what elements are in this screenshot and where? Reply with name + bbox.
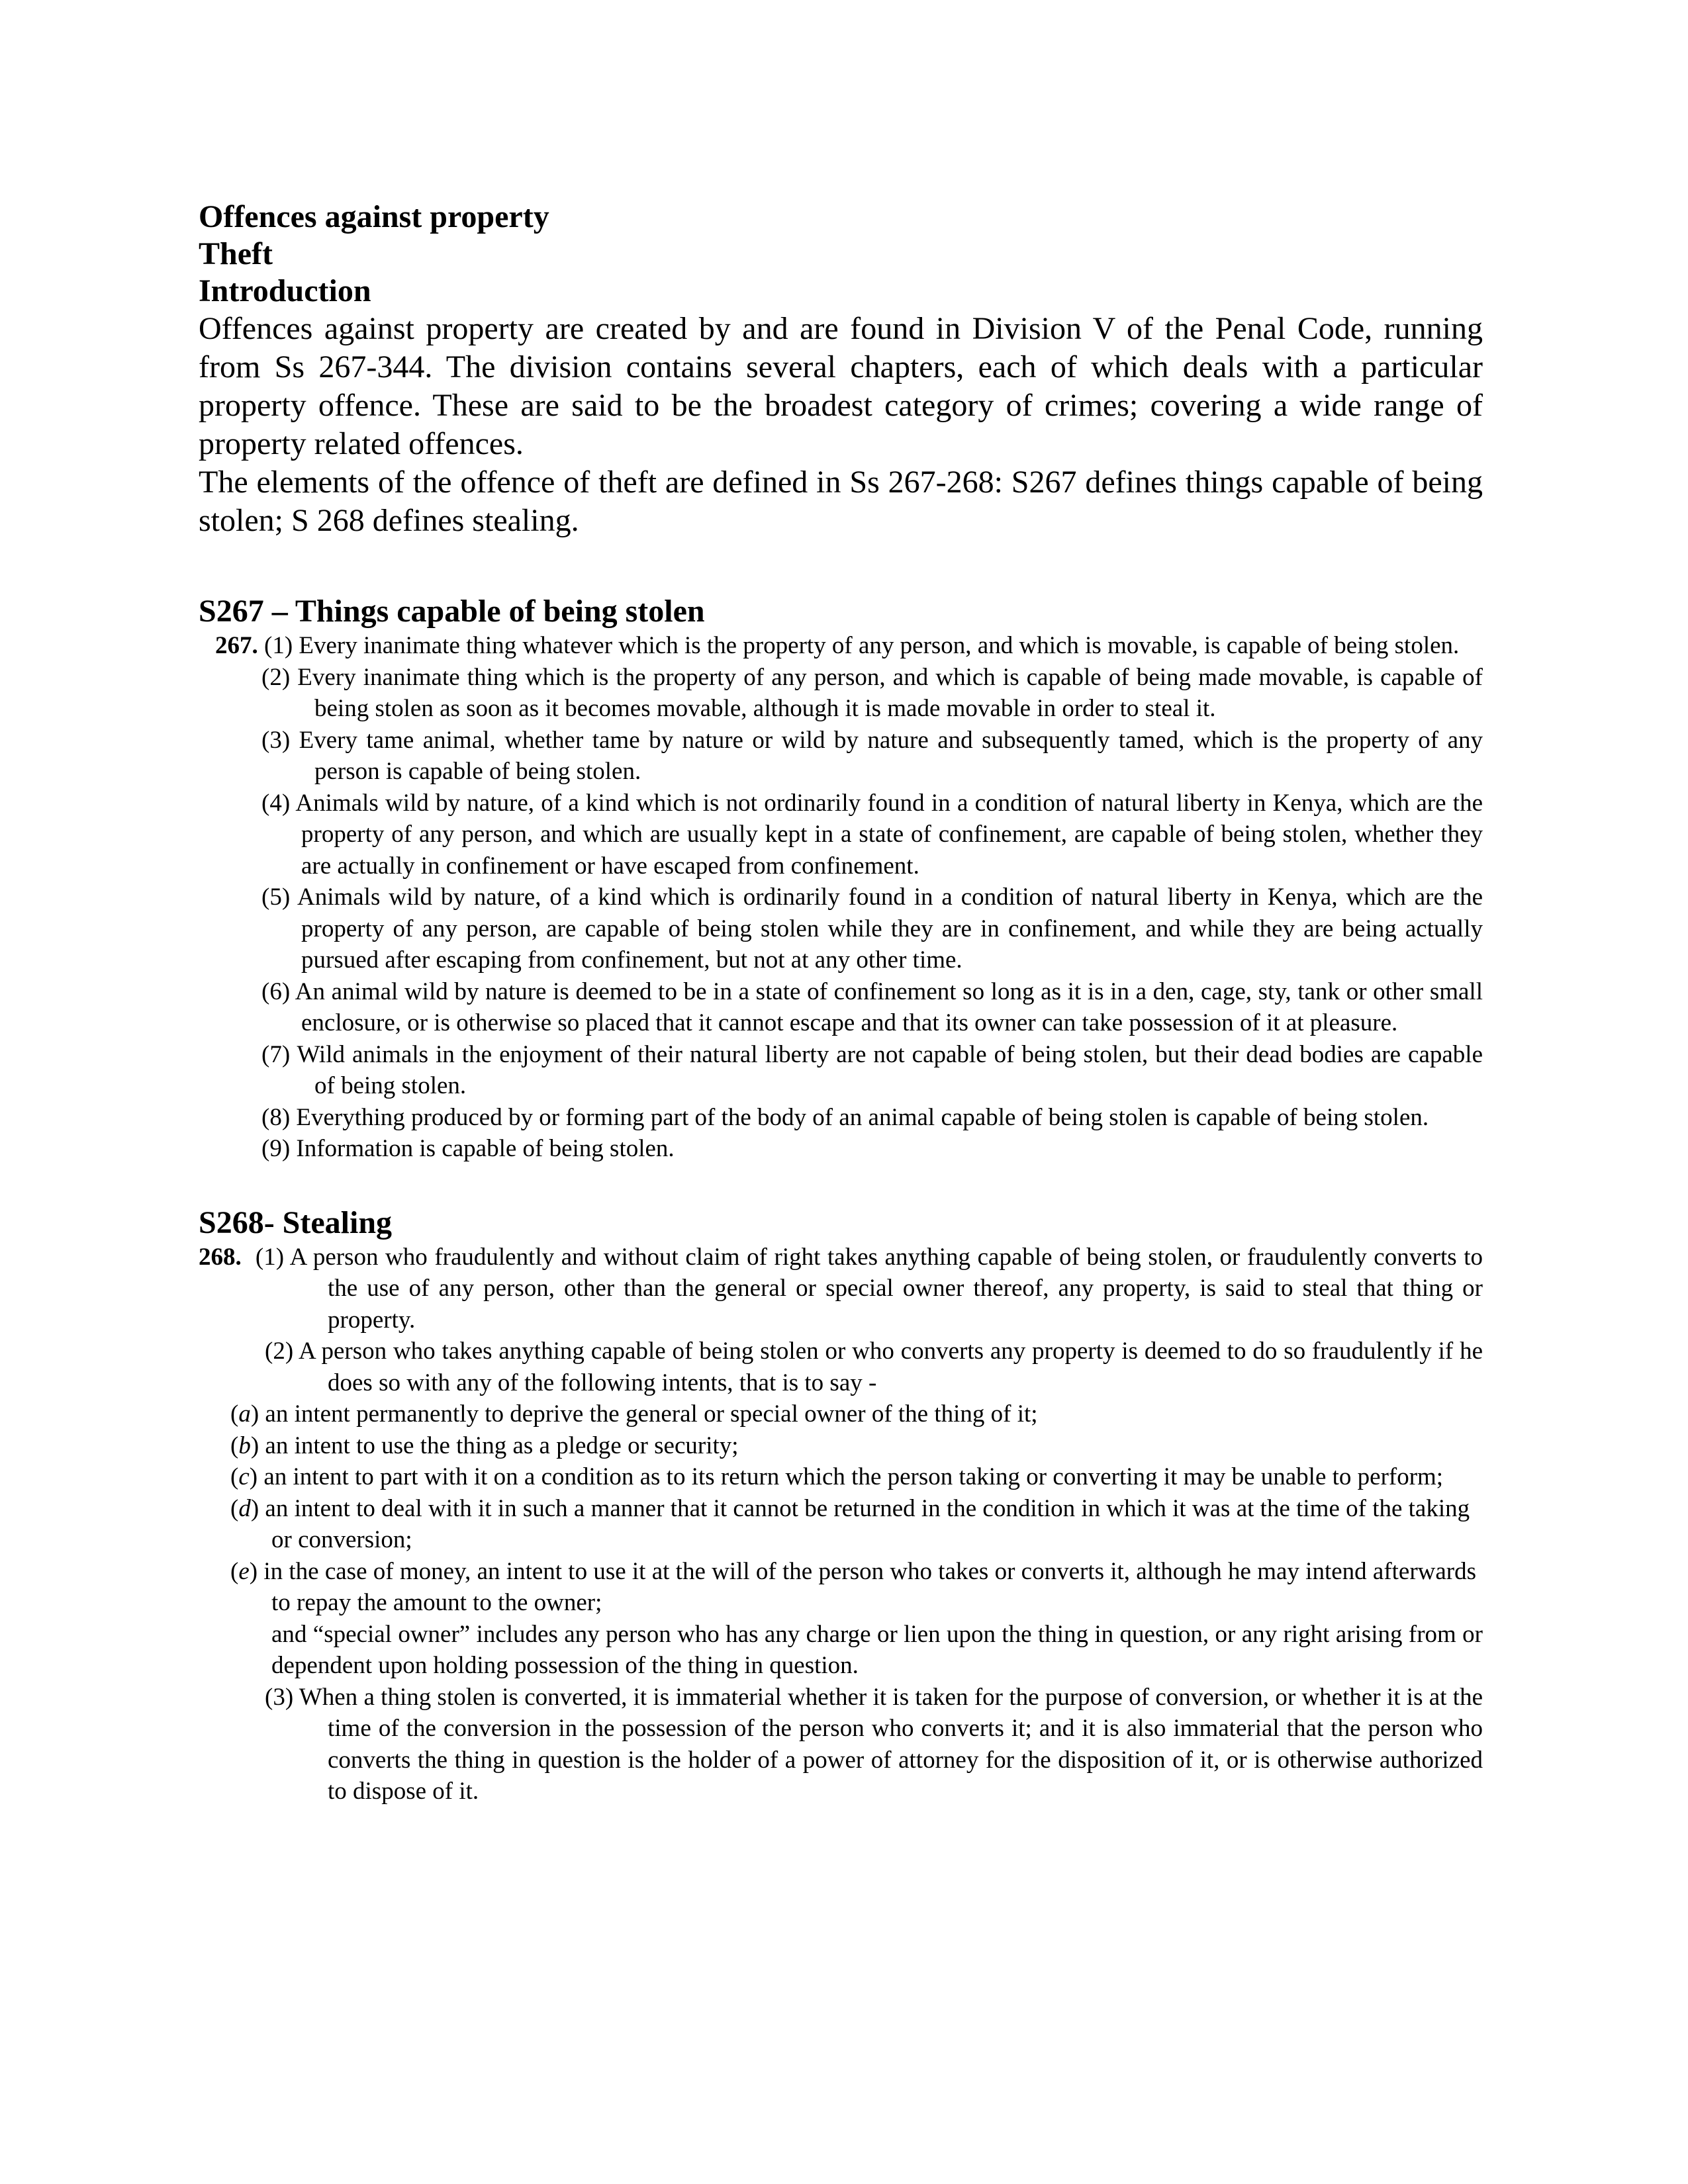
- section-268-heading: S268- Stealing: [199, 1205, 393, 1240]
- s267-clause-1: 267. (1) Every inanimate thing whatever which is the property of any person, and which is movable, is capable of being stolen.: [215, 632, 1460, 659]
- s267-clause-5: (5) Animals wild by nature, of a kind which is ordinarily found in a condition of natural liberty in Kenya, which are the property of any person, are capable of being stolen while they are in confinement, and while they are being actually pursued after escaping from confinement, but not at any other time.: [261, 884, 1483, 974]
- s268-clause-2: (2) A person who takes anything capable of being stolen or who converts any property is deemed to do so fraudulently if he does so with any of the following intents, that is to say -: [265, 1338, 1483, 1396]
- section-number: 268.: [199, 1243, 242, 1271]
- intro-section: [199, 310, 1483, 540]
- s268-para-d: (d) an intent to deal with it in such a manner that it cannot be returned in the condition in which it was at the time of the taking or conversion;: [230, 1494, 1470, 1553]
- s268-clause-3: (3) When a thing stolen is converted, it is immaterial whether it is taken for the purpose of conversion, or whether it is at the time of the conversion in the possession of the person who converts it; and it is also immaterial that the person who converts the thing in question is the holder of a power of attorney for the disposition of it, or is otherwise authorized to dispose of it.: [265, 1683, 1483, 1805]
- s268-para-a: (a) an intent permanently to deprive the general or special owner of the thing of it;: [230, 1400, 1038, 1428]
- s268-para-b: (b) an intent to use the thing as a pledge or security;: [230, 1432, 739, 1459]
- intro-paragraph: The elements of the offence of theft are defined in Ss 267-268: S267 defines things capable of being stolen; S 268 defines stealing.: [199, 465, 1483, 538]
- s268-clause-1: 268. (1) A person who fraudulently and without claim of right takes anything capable of being stolen, or fraudulently converts to the use of any person, other than the general or special owner thereof, any property, is said to steal that thing or property.: [199, 1243, 1483, 1334]
- s268-para-c: (c) an intent to part with it on a condition as to its return which the person taking or converting it may be unable to perform;: [230, 1463, 1444, 1490]
- s268-para-e: (e) in the case of money, an intent to use it at the will of the person who takes or converts it, although he may intend afterwards to repay the amount to the owner;: [230, 1557, 1477, 1616]
- document-title: Offences against property: [199, 199, 549, 234]
- s267-clause-8: (8) Everything produced by or forming part of the body of an animal capable of being stolen is capable of being stolen.: [261, 1103, 1429, 1131]
- s267-clause-3: (3) Every tame animal, whether tame by nature or wild by nature and subsequently tamed, which is the property of any person is capable of being stolen.: [261, 726, 1483, 785]
- s267-clause-9: (9) Information is capable of being stolen.: [261, 1135, 675, 1162]
- s268-special-owner-definition: and “special owner” includes any person who has any charge or lien upon the thing in question, or any right arising from or dependent upon holding possession of the thing in question.: [271, 1620, 1483, 1679]
- s267-clause-7: (7) Wild animals in the enjoyment of their natural liberty are not capable of being stolen, but their dead bodies are capable of being stolen.: [261, 1040, 1483, 1099]
- s267-clause-4: (4) Animals wild by nature, of a kind which is not ordinarily found in a condition of natural liberty in Kenya, which are the property of any person, and which are usually kept in a state of confinement, are capable of being stolen, whether they are actually in confinement or have escaped from confinement.: [261, 789, 1483, 880]
- section-number: 267.: [215, 632, 258, 659]
- document-subtitle: Theft: [199, 236, 273, 271]
- s267-clause-2: (2) Every inanimate thing which is the property of any person, and which is capable of being made movable, is capable of being stolen as soon as it becomes movable, although it is made movable in order to steal it.: [261, 663, 1483, 722]
- intro-paragraph: Offences against property are created by and are found in Division V of the Penal Code, running from Ss 267-344. The division contains several chapters, each of which deals with a particular property offence. These are said to be the broadest category of crimes; covering a wide range of property related offences.: [199, 311, 1483, 461]
- s267-clause-6: (6) An animal wild by nature is deemed to be in a state of confinement so long as it is in a den, cage, sty, tank or other small enclosure, or is otherwise so placed that it cannot escape and that its owner can take possession of it at pleasure.: [261, 978, 1483, 1036]
- intro-heading: Introduction: [199, 273, 371, 308]
- section-267-heading: S267 – Things capable of being stolen: [199, 594, 705, 629]
- section-268-body: [199, 1242, 1483, 1807]
- document-page: [199, 199, 1483, 1807]
- section-267-body: [199, 630, 1483, 1165]
